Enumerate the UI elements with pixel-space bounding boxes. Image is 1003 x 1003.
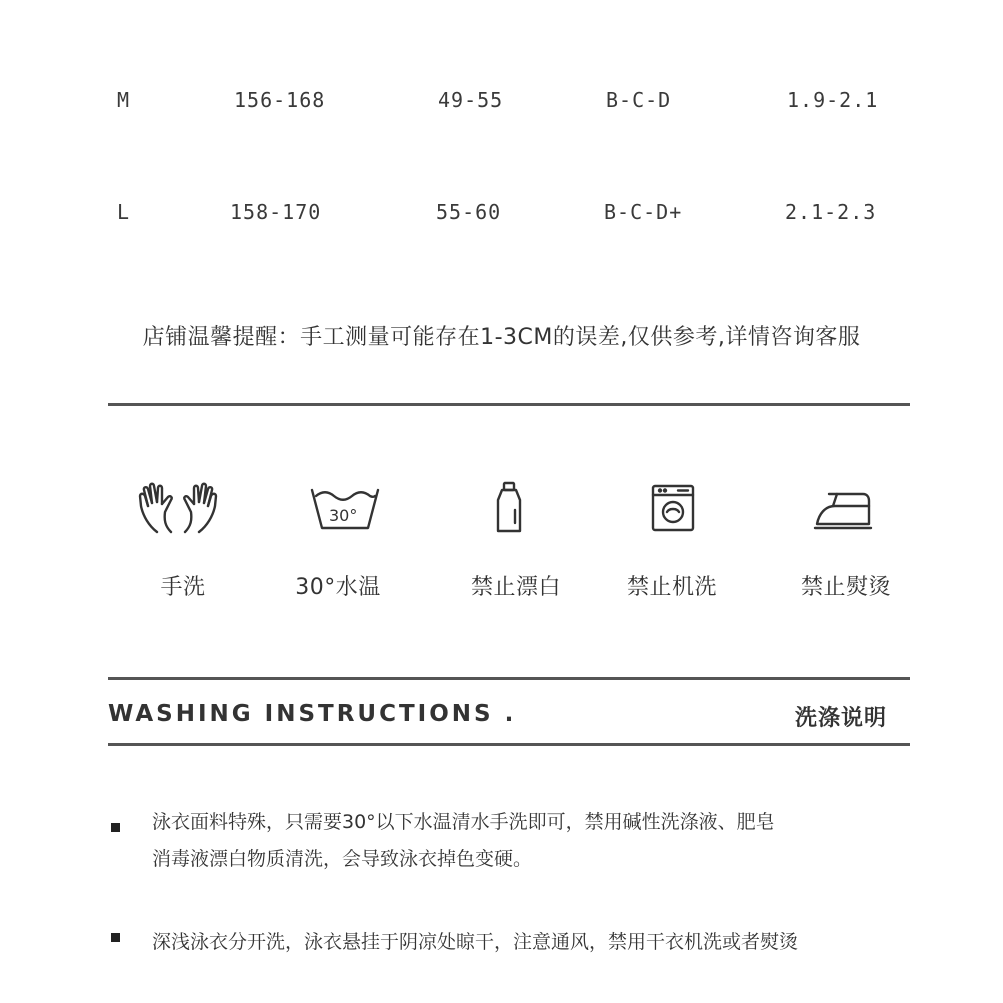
section-top-rule: [108, 677, 910, 680]
bullet-icon: [111, 933, 120, 942]
weight-cell: 55-60: [436, 200, 502, 224]
wash-30-degree-label: 30°水温: [295, 575, 381, 600]
instruction-line: 泳衣面料特殊，只需要30°以下水温清水手洗即可，禁用碱性洗涤液、肥皂: [152, 811, 775, 833]
size-cell: L: [117, 200, 131, 224]
instruction-line: 深浅泳衣分开洗，泳衣悬挂于阴凉处晾干，注意通风，禁用干衣机洗或者熨烫: [152, 931, 799, 953]
hand-wash-label: 手洗: [160, 575, 206, 600]
cup-cell: B-C-D: [606, 88, 672, 112]
no-iron-icon: [811, 480, 901, 540]
no-machine-wash-label: 禁止机洗: [626, 575, 717, 600]
cup-cell: B-C-D+: [604, 200, 683, 224]
wash-temperature-text: 30°: [329, 506, 358, 525]
height-cell: 158-170: [230, 200, 322, 224]
section-bottom-rule: [108, 743, 910, 746]
no-iron-label: 禁止熨烫: [800, 575, 891, 600]
no-bleach-icon: [487, 480, 577, 540]
wash-30-degree-icon: [308, 480, 398, 540]
section-title-cn: 洗涤说明: [794, 706, 887, 731]
bullet-icon: [111, 823, 120, 832]
measurement-notice: 店铺温馨提醒：手工测量可能存在1-3CM的误差,仅供参考,详情咨询客服: [142, 325, 861, 350]
measure-cell: 1.9-2.1: [787, 88, 879, 112]
weight-cell: 49-55: [438, 88, 504, 112]
instruction-line: 消毒液漂白物质清洗，会导致泳衣掉色变硬。: [152, 848, 533, 870]
section-title: WASHING INSTRUCTIONS .: [108, 701, 517, 727]
no-bleach-label: 禁止漂白: [470, 575, 561, 600]
no-machine-wash-icon: [648, 480, 738, 540]
size-cell: M: [117, 88, 131, 112]
height-cell: 156-168: [234, 88, 326, 112]
hand-wash-icon: [137, 480, 227, 540]
measure-cell: 2.1-2.3: [785, 200, 877, 224]
divider: [108, 403, 910, 406]
